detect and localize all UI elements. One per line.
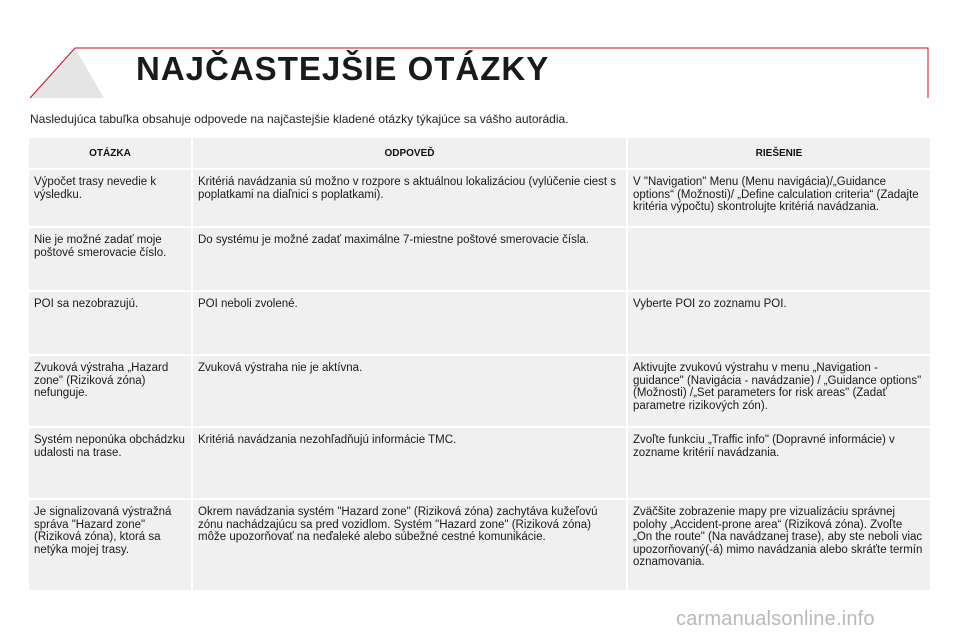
answer-cell: POI neboli zvolené. — [193, 292, 626, 354]
answer-cell: Okrem navádzania systém "Hazard zone" (Riziková zóna) zachytáva kužeľovú zónu nachádzajúcu sa pred vozidlom. Systém "Hazard zone" (Riziková zóna) môže upozorňovať na neďaleké alebo súbežné cestné komunikácie. — [193, 500, 626, 590]
question-cell: Zvuková výstraha „Hazard zone" (Riziková zóna) nefunguje. — [29, 356, 191, 426]
column-header-question: OTÁZKA — [29, 138, 191, 168]
solution-cell: Vyberte POI zo zoznamu POI. — [628, 292, 930, 354]
answer-cell: Kritériá navádzania nezohľadňujú informácie TMC. — [193, 428, 626, 498]
answer-cell: Kritériá navádzania sú možno v rozpore s aktuálnou lokalizáciou (vylúčenie ciest s poplatkami na diaľnici s poplatkami). — [193, 170, 626, 226]
question-cell: Systém neponúka obchádzku udalosti na trase. — [29, 428, 191, 498]
table-row — [29, 356, 930, 426]
watermark: carmanualsonline.info — [676, 608, 875, 630]
table-row — [29, 500, 930, 590]
solution-cell: Zväčšite zobrazenie mapy pre vizualizáciu správnej polohy „Accident-prone area“ (Riziková zóna). Zvoľte „On the route" (Na navádzanej trase), aby ste neboli viac upozorňovaný(-á) mimo navádzania alebo skráťte termín oznamovania. — [628, 500, 930, 590]
intro-text: Nasledujúca tabuľka obsahuje odpovede na najčastejšie kladené otázky týkajúce sa vášho autorádia. — [30, 112, 569, 126]
column-header-solution: RIEŠENIE — [628, 138, 930, 168]
solution-cell: V "Navigation" Menu (Menu navigácia)/„Guidance options“ (Možnosti)/ „Define calculation criteria“ (Zadajte kritéria výpočtu) skontrolujte kritériá navádzania. — [628, 170, 930, 226]
table-row — [29, 170, 930, 226]
answer-cell: Zvuková výstraha nie je aktívna. — [193, 356, 626, 426]
solution-cell: Aktivujte zvukovú výstrahu v menu „Navigation - guidance" (Navigácia - navádzanie) / „Guidance options" (Možnosti) /„Set parameters for risk areas" (Zadať parametre rizikových zón). — [628, 356, 930, 426]
solution-cell: Zvoľte funkciu „Traffic info" (Dopravné informácie) v zozname kritérií navádzania. — [628, 428, 930, 498]
question-cell: POI sa nezobrazujú. — [29, 292, 191, 354]
table-row — [29, 292, 930, 354]
question-cell: Výpočet trasy nevedie k výsledku. — [29, 170, 191, 226]
table-row — [29, 428, 930, 498]
solution-cell — [628, 228, 930, 290]
table-row — [29, 228, 930, 290]
question-cell: Je signalizovaná výstražná správa "Hazard zone" (Riziková zóna), ktorá sa netýka mojej trasy. — [29, 500, 191, 590]
table-header-row — [29, 138, 930, 168]
answer-cell: Do systému je možné zadať maximálne 7-miestne poštové smerovacie čísla. — [193, 228, 626, 290]
page-title: NAJČASTEJŠIE OTÁZKY — [136, 50, 550, 87]
question-cell: Nie je možné zadať moje poštové smerovacie číslo. — [29, 228, 191, 290]
column-header-answer: ODPOVEĎ — [193, 138, 626, 168]
faq-table — [27, 136, 932, 592]
header-corner-shape — [30, 48, 104, 98]
